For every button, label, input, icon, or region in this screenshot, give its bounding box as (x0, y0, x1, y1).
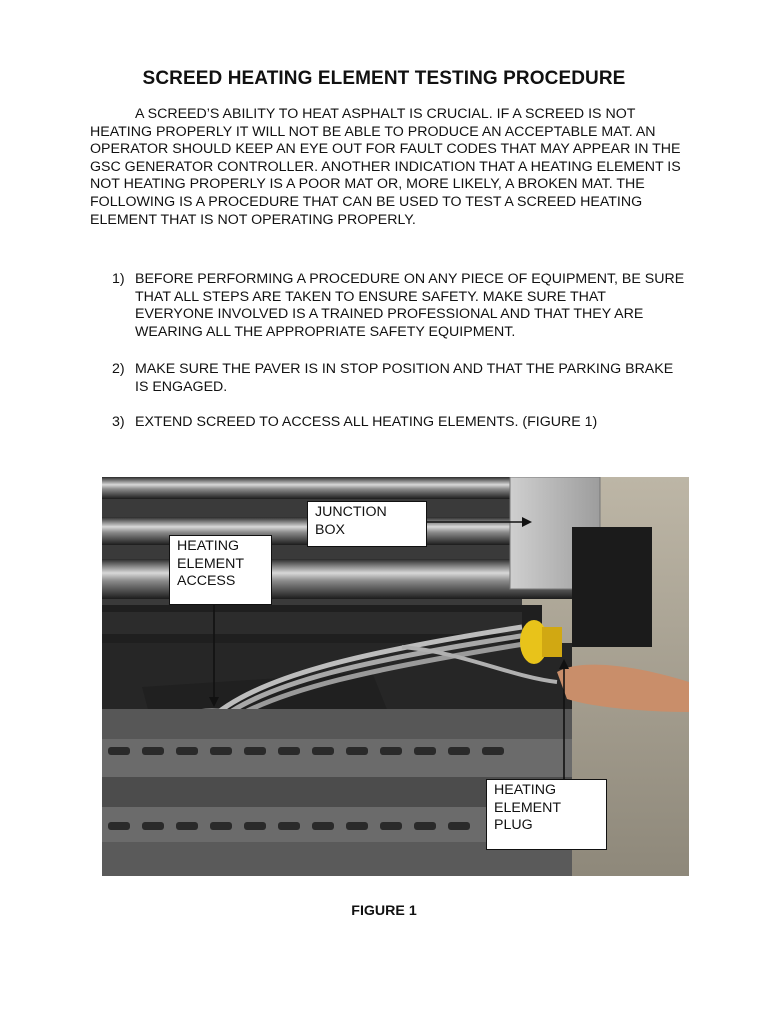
step-item (112, 414, 688, 432)
step-number: 3) (112, 414, 125, 430)
callout-line: ELEMENT (177, 555, 245, 572)
intro-text: A SCREED’S ABILITY TO HEAT ASPHALT IS CRUCIAL. IF A SCREED IS NOT HEATING PROPERLY IT WILL NOT BE ABLE TO PRODUCE AN ACCEPTABLE MAT. AN OPERATOR SHOULD KEEP AN EYE OUT FOR FAULT CODES THAT MAY APPEAR IN THE GSC GENERATOR CONTROLLER. ANOTHER INDICATION THAT A HEATING ELEMENT IS NOT HEATING PROPERLY IS A POOR MAT OR, MORE LIKELY, A BROKEN MAT. THE FOLLOWING IS A PROCEDURE THAT CAN BE USED TO TEST A SCREED HEATING ELEMENT THAT IS NOT OPERATING PROPERLY. (90, 106, 681, 228)
callout-line: BOX (315, 521, 345, 538)
page-title: SCREED HEATING ELEMENT TESTING PROCEDURE (142, 68, 626, 89)
callout-line: ACCESS (177, 573, 236, 590)
intro-paragraph (90, 106, 682, 229)
callout-line: ELEMENT (494, 799, 562, 816)
step-item (112, 271, 688, 341)
step-text: BEFORE PERFORMING A PROCEDURE ON ANY PIECE OF EQUIPMENT, BE SURE THAT ALL STEPS ARE TAKEN TO ENSURE SAFETY. MAKE SURE THAT EVERYONE INVOLVED IS A TRAINED PROFESSIONAL AND THAT THEY ARE WEARING ALL THE APPROPRIATE SAFETY EQUIPMENT. (135, 271, 685, 340)
callout-heating-element-access (169, 535, 272, 605)
step-number: 2) (112, 361, 125, 377)
step-number: 1) (112, 271, 125, 287)
callout-line: HEATING (177, 538, 240, 554)
callout-line: HEATING (494, 782, 557, 798)
callout-line: JUNCTION (315, 504, 387, 520)
step-item (112, 361, 688, 396)
figure-caption: FIGURE 1 (351, 903, 417, 919)
callout-junction-box (307, 501, 427, 547)
callout-heating-element-plug (486, 779, 607, 850)
step-text: MAKE SURE THE PAVER IS IN STOP POSITION AND THAT THE PARKING BRAKE IS ENGAGED. (135, 361, 674, 395)
step-text: EXTEND SCREED TO ACCESS ALL HEATING ELEMENTS. (FIGURE 1) (135, 414, 598, 430)
callout-line: PLUG (494, 817, 533, 834)
